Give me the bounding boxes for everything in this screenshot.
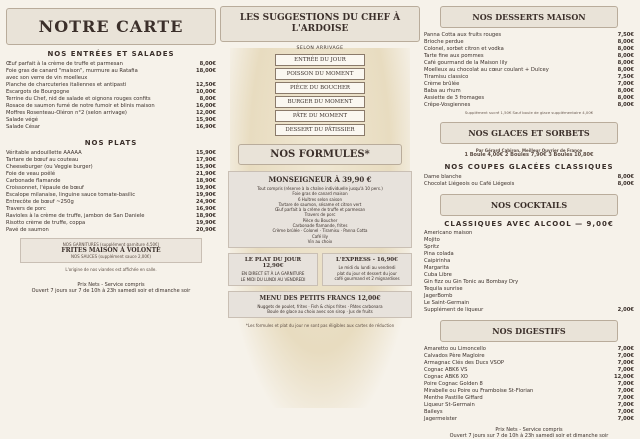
- entree-item: [6, 110, 216, 117]
- express-sub3: café gourmand et 2 mignardises: [334, 275, 400, 281]
- monseigneur-line: Tout compris (réserve à la chaîne individuelle jusqu'à 10 pers.): [257, 186, 383, 191]
- dessert-item: [424, 46, 634, 53]
- dessert-item-name: Colonel, sorbet citron et vodka: [424, 46, 504, 52]
- plat-item-price: 18,90€: [195, 178, 216, 184]
- plat-item-name: Entrecôte de bœuf ~250g: [6, 199, 74, 205]
- dessert-item-price: 8,00€: [617, 60, 634, 66]
- hours-note-right: Ouvert 7 jours sur 7 de 10h à 23h samedi soir et dimanche soir: [449, 432, 609, 439]
- entrees-heading: NOS ENTRÉES ET SALADES: [47, 50, 175, 58]
- entree-item-price: 16,90€: [195, 124, 216, 130]
- entree-item-name: avec son verre de vin moelleux: [6, 75, 88, 81]
- prix-note-right: Prix Nets - Service compris: [495, 426, 563, 433]
- monseigneur-box: [228, 171, 412, 248]
- entree-item: [6, 89, 216, 96]
- suggestion-item: PIÈCE DU BOUCHER: [275, 82, 365, 94]
- express-box: [322, 253, 412, 286]
- coupe-item-name: Chocolat Liégeois ou Café Liégeois: [424, 180, 515, 187]
- plat-item-price: 19,90€: [195, 220, 216, 226]
- monseigneur-line: Foie gras de canard maison: [292, 191, 348, 197]
- entree-item-name: Planche de charcuteries italiennes et antipasti: [6, 82, 127, 88]
- cocktail-item-name: Spritz: [424, 243, 439, 250]
- page-title: NOTRE CARTE: [6, 8, 216, 45]
- dessert-item-name: Brioche perdue: [424, 39, 464, 45]
- plat-sub2: LE MIDI DU LUNDI AU VENDREDI: [240, 276, 306, 282]
- plat-item: [6, 213, 216, 220]
- entree-item-name: Rosace de saumon fumé de notre fumoir et blinis maison: [6, 103, 155, 109]
- plat-item-name: Foie de veau poêlé: [6, 171, 56, 177]
- suggestion-item: DESSERT DU PÂTISSIER: [275, 124, 365, 136]
- glaces-line: 1 Boule 4,00€ 2 Boules 7,90€ 3 Boules 10,80€: [464, 151, 594, 158]
- plat-item-price: 15,90€: [195, 164, 216, 170]
- dessert-item: [424, 53, 634, 60]
- digestif-item-name: Poire Cognac Golden 8: [424, 380, 483, 387]
- plat-item-price: 21,90€: [195, 171, 216, 177]
- monseigneur-line: Pièce du Boucher: [302, 217, 338, 223]
- monseigneur-line: Café lily: [311, 233, 329, 239]
- suggestion-item: ENTRÉE DU JOUR: [275, 54, 365, 66]
- digestif-item-price: 7,00€: [617, 380, 634, 387]
- dessert-item-name: Crème brûlée: [424, 81, 460, 87]
- cocktails-banner: NOS COCKTAILS: [440, 194, 618, 216]
- cocktail-item-price: 2,00€: [617, 306, 634, 313]
- plat-item-name: Ravioles à la crème de truffe, jambon de San Daniele: [6, 213, 145, 219]
- express-sub: Le midi du lundi au vendredi: [338, 265, 396, 271]
- cocktail-item: [424, 272, 634, 279]
- digestif-item-price: 7,00€: [617, 359, 634, 366]
- dessert-item-price: 8,00€: [617, 39, 634, 45]
- entree-item-price: 8,00€: [199, 61, 216, 67]
- digestif-item: [424, 381, 634, 388]
- plat-item: [6, 157, 216, 164]
- formules-banner: NOS FORMULES*: [238, 144, 402, 165]
- plat-item: [6, 164, 216, 171]
- desserts-supp: Supplément sucré 1,50€ Sauf boule de glace supplémentaire 4,00€: [464, 110, 594, 115]
- entree-item-name: Moffres Rosenteau-Oléron n°2 (selon arrivage): [6, 110, 127, 116]
- cocktail-item-name: Pina colada: [424, 250, 454, 257]
- entree-item: [6, 75, 216, 82]
- dessert-item-price: 8,00€: [617, 53, 634, 59]
- cocktail-item-name: Caipirinha: [424, 257, 451, 264]
- suggestion-item: BURGER DU MOMENT: [275, 96, 365, 108]
- dessert-item: [424, 95, 634, 102]
- dessert-item-price: 7,00€: [617, 81, 634, 87]
- plat-item: [6, 227, 216, 234]
- plat-item: [6, 199, 216, 206]
- plat-item: [6, 171, 216, 178]
- monseigneur-line: Carbonade flamande, frites: [292, 223, 348, 229]
- digestif-item: [424, 388, 634, 395]
- digestifs-list: [424, 346, 634, 423]
- cocktail-item: [424, 286, 634, 293]
- cocktail-item: [424, 251, 634, 258]
- garnitures-box: [20, 238, 202, 263]
- plat-express-row: [228, 253, 412, 286]
- origin-note: L'origine de nos viandes est affichée en salle.: [65, 267, 157, 272]
- digestif-item-price: 7,00€: [617, 415, 634, 422]
- plat-item-price: 19,90€: [195, 185, 216, 191]
- entree-item-price: 12,50€: [195, 82, 216, 88]
- plat-item-price: 19,90€: [195, 192, 216, 198]
- dessert-item-price: 7,50€: [617, 32, 634, 38]
- entree-item: [6, 68, 216, 75]
- entree-item-name: Salade César: [6, 124, 41, 130]
- cocktail-item-name: Margarita: [424, 264, 449, 271]
- glaces-by: Par Gérard Cabiron, Meilleur Ouvrier de France: [475, 147, 583, 153]
- entree-item-price: 18,00€: [195, 68, 216, 74]
- dessert-item-name: Tiramisu classico: [424, 74, 469, 80]
- cocktail-item: [424, 265, 634, 272]
- entree-item: [6, 61, 216, 68]
- monseigneur-line: Travers de porc: [304, 212, 336, 218]
- plat-item-name: Cheeseburger (ou Veggie burger): [6, 164, 93, 170]
- glaces-banner: NOS GLACES ET SORBETS: [440, 122, 618, 144]
- plat-item-name: Travers de porc: [6, 206, 46, 212]
- digestif-item-price: 7,00€: [617, 401, 634, 408]
- entree-item-price: 10,00€: [195, 89, 216, 95]
- digestif-item: [424, 409, 634, 416]
- cocktails-sub: CLASSIQUES AVEC ALCOOL — 9,00€: [444, 219, 614, 228]
- plat-item-price: 17,90€: [195, 157, 216, 163]
- plats-list: [6, 150, 216, 234]
- entree-item: [6, 96, 216, 103]
- frites-label: FRITES MAISON À VOLONTÉ: [61, 247, 161, 254]
- garnitures-note: NOS GARNITURES (supplément garniture 4,50€): [62, 242, 160, 247]
- dessert-item-price: 8,00€: [617, 88, 634, 94]
- cocktail-item-name: Mojito: [424, 236, 440, 243]
- suggestion-item: POISSON DU MOMENT: [275, 68, 365, 80]
- digestif-item-name: Menthe Pastille Giffard: [424, 394, 483, 401]
- plat-item-price: 24,90€: [195, 199, 216, 205]
- menu-petits-box: [228, 291, 412, 319]
- selon-arrivage: SELON ARRIVAGE: [296, 46, 344, 51]
- dessert-item: [424, 88, 634, 95]
- digestif-item-price: 7,00€: [617, 387, 634, 394]
- digestif-item: [424, 395, 634, 402]
- cocktail-item: [424, 258, 634, 265]
- digestif-item-price: 12,00€: [613, 373, 634, 380]
- plat-item-price: 18,90€: [195, 213, 216, 219]
- coupe-item-price: 8,00€: [617, 180, 634, 187]
- digestif-item: [424, 416, 634, 423]
- plat-item: [6, 150, 216, 157]
- plat-title: LE PLAT DU JOUR 12,90€: [244, 257, 302, 270]
- coupe-item-price: 8,00€: [617, 173, 634, 180]
- menu-sub2: Boule de glace au choix avec son sirop · Jus de fruits: [267, 309, 373, 315]
- digestif-item-name: Cognac ABK6 XO: [424, 373, 468, 380]
- plat-item-price: 16,90€: [195, 206, 216, 212]
- coupes-list: [424, 174, 634, 188]
- dessert-item-name: Baba au rhum: [424, 88, 461, 94]
- dessert-item-name: Panna Cotta aux fruits rouges: [424, 32, 502, 38]
- entree-item: [6, 124, 216, 131]
- express-sub2: plat du jour et dessert du jour: [337, 270, 397, 276]
- cocktails-list: [424, 230, 634, 314]
- entree-item-price: 8,00€: [199, 96, 216, 102]
- cocktail-item-name: Supplément de liqueur: [424, 306, 484, 313]
- monseigneur-line: Crème brûlée · Colonel · Tiramisu · Panna Cotta: [272, 228, 368, 234]
- cocktail-item: [424, 230, 634, 237]
- menu-title: MENU DES PETITS FRANCS 12,00€: [259, 294, 381, 302]
- coupe-item: [424, 181, 634, 188]
- digestif-item-name: Baileys: [424, 408, 443, 415]
- hours-note: Ouvert 7 jours sur 7 de 10h à 23h samedi soir et dimanche soir: [31, 288, 191, 294]
- digestif-item-price: 7,00€: [617, 366, 634, 373]
- plat-item-name: Escalope milanaise, linguine sauce tomate-basilic: [6, 192, 136, 198]
- plat-item-name: Risotto crème de truffe, coppa: [6, 220, 86, 226]
- digestif-item-name: Mirabelle ou Poire ou Framboise St-Florian: [424, 387, 534, 394]
- cocktail-item-name: JagerBomb: [424, 292, 453, 299]
- plat-item: [6, 192, 216, 199]
- plat-item: [6, 185, 216, 192]
- entrees-list: [6, 61, 216, 131]
- monseigneur-line: Vin au choix: [307, 238, 333, 244]
- digestif-item-price: 7,00€: [617, 352, 634, 359]
- monseigneur-title: MONSEIGNEUR À 39,90 €: [268, 175, 372, 184]
- digestif-item: [424, 353, 634, 360]
- digestif-item: [424, 360, 634, 367]
- dessert-item-price: 8,00€: [617, 67, 634, 73]
- digestif-item: [424, 402, 634, 409]
- asterisk-note: *Les formules et plat du jour ne sont pas éligibles aux cartes de réduction: [245, 323, 395, 329]
- middle-column: [220, 0, 420, 328]
- dessert-item-name: Moelleux au chocolat au cœur coulant + Dulcey: [424, 67, 549, 73]
- entree-item-name: Salade végé: [6, 117, 38, 123]
- plat-sub: EN DIRECT ET À LA GARNITURE: [241, 271, 305, 277]
- digestif-item-name: Calvados Père Magloire: [424, 352, 485, 359]
- plat-item-name: Croissonnet, l'épaule de bœuf: [6, 185, 84, 191]
- coupes-heading: NOS COUPES GLACÉES CLASSIQUES: [444, 162, 614, 171]
- dessert-item: [424, 74, 634, 81]
- cocktail-item-name: Gin fizz ou Gin Tonic au Bombay Dry: [424, 278, 519, 285]
- plat-item: [6, 178, 216, 185]
- digestif-item-name: Amaretto ou Limoncello: [424, 345, 486, 352]
- entree-item-name: Foie gras de canard "maison", murmure au Ratafia: [6, 68, 138, 74]
- entree-item-price: 16,00€: [195, 103, 216, 109]
- suggestion-item: PÂTE DU MOMENT: [275, 110, 365, 122]
- digestif-item: [424, 367, 634, 374]
- plats-heading: NOS PLATS: [84, 139, 138, 147]
- cocktail-item: [424, 279, 634, 286]
- entree-item: [6, 117, 216, 124]
- cocktail-item: [424, 307, 634, 314]
- dessert-item: [424, 102, 634, 109]
- cocktail-item: [424, 244, 634, 251]
- digestif-item: [424, 374, 634, 381]
- dessert-item: [424, 32, 634, 39]
- entree-item: [6, 82, 216, 89]
- dessert-item-price: 8,00€: [617, 102, 634, 108]
- plat-item: [6, 206, 216, 213]
- dessert-item-name: Assiette de 3 fromages: [424, 95, 485, 101]
- suggestions-banner: LES SUGGESTIONS DU CHEF À L'ARDOISE: [220, 6, 420, 42]
- plat-item-name: Carbonade flamande: [6, 178, 61, 184]
- dessert-item-name: Café gourmand de la Maison lily: [424, 60, 508, 66]
- entree-item-price: 15,90€: [195, 117, 216, 123]
- dessert-item-price: 7,50€: [617, 74, 634, 80]
- digestif-item-name: Jagermeister: [424, 415, 457, 422]
- digestif-item: [424, 346, 634, 353]
- cocktail-item: [424, 237, 634, 244]
- monseigneur-line: Tartare de saumon, sésame et citron vert: [278, 201, 362, 207]
- desserts-banner: NOS DESSERTS MAISON: [440, 6, 618, 28]
- prix-note: Prix Nets - Service compris: [77, 282, 145, 288]
- dessert-item-price: 8,00€: [617, 95, 634, 101]
- plat-item-name: Pavé de saumon: [6, 227, 49, 233]
- dessert-item: [424, 39, 634, 46]
- cocktail-item-name: Cuba Libre: [424, 271, 452, 278]
- cocktail-item: [424, 300, 634, 307]
- plat-item-price: 20,90€: [195, 227, 216, 233]
- plat-item-name: Tartare de bœuf au couteau: [6, 157, 79, 163]
- coupe-item-name: Dame blanche: [424, 173, 462, 180]
- digestifs-banner: NOS DIGESTIFS: [440, 320, 618, 342]
- cocktail-item: [424, 293, 634, 300]
- entree-item-name: Terrine du Chef, nid de salade et oignons rouges confits: [6, 96, 151, 102]
- digestif-item-price: 7,00€: [617, 345, 634, 352]
- dessert-item-name: Tarte fine aux pommes: [424, 53, 484, 59]
- monseigneur-lines: [234, 186, 406, 244]
- suggestions-stack: [275, 54, 365, 136]
- coupe-item: [424, 174, 634, 181]
- digestif-item-name: Liqueur St-Germain: [424, 401, 475, 408]
- cocktail-item-name: Tequila sunrise: [424, 285, 463, 292]
- dessert-item: [424, 60, 634, 67]
- digestif-item-name: Armagnac Clés des Ducs VSOP: [424, 359, 505, 366]
- cocktail-item-name: Americano maison: [424, 229, 473, 236]
- desserts-list: [424, 32, 634, 109]
- digestif-item-name: Cognac ABK6 VS: [424, 366, 468, 373]
- plat-du-jour-box: [228, 253, 318, 286]
- monseigneur-line: Œuf parfait à la crème de truffe et parmesan: [274, 207, 366, 213]
- dessert-item: [424, 81, 634, 88]
- dessert-item-price: 8,00€: [617, 46, 634, 52]
- right-column: [424, 0, 634, 439]
- entree-item-name: Escargots de Bourgogne: [6, 89, 70, 95]
- sauces-note: NOS SAUCES (supplément sauce 2,00€): [71, 254, 151, 259]
- plat-item-price: 15,90€: [195, 150, 216, 156]
- cocktail-item-name: Le Saint-Germain: [424, 299, 470, 306]
- monseigneur-line: 6 Huîtres selon saison: [297, 196, 343, 202]
- plat-item: [6, 220, 216, 227]
- dessert-item: [424, 67, 634, 74]
- plat-item-name: Véritable andouillette AAAAA: [6, 150, 82, 156]
- entree-item-name: Œuf parfait à la crème de truffe et parmesan: [6, 61, 123, 67]
- express-title: L'EXPRESS - 16,90€: [336, 257, 398, 264]
- digestif-item-price: 7,00€: [617, 408, 634, 415]
- entree-item: [6, 103, 216, 110]
- digestif-item-price: 7,00€: [617, 394, 634, 401]
- left-column: [6, 0, 216, 294]
- menu-sub: Nuggets de poulet, frites · Fish & chips frites · Pâtes carbonara: [257, 303, 383, 309]
- dessert-item-name: Crêpe-Vosgiennes: [424, 102, 471, 108]
- entree-item-price: 12,00€: [195, 110, 216, 116]
